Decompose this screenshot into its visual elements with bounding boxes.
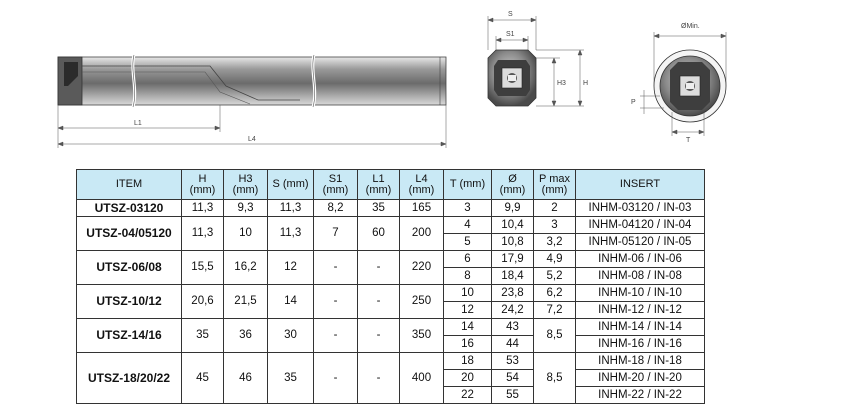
table-row [77, 353, 705, 370]
col-header-line1: S (mm) [272, 178, 309, 190]
t-cell: 22 [444, 387, 492, 404]
p-max-cell: 3,2 [534, 234, 576, 251]
table-row [77, 217, 705, 234]
insert-cell: INHM-22 / IN-22 [576, 387, 705, 404]
t-cell: 18 [444, 353, 492, 370]
col-header-line1: T (mm) [449, 178, 486, 190]
col-header-line1: L4 [415, 172, 428, 185]
col-header-p-max [534, 170, 576, 200]
s-cell: 12 [268, 251, 314, 285]
insert-cell: INHM-18 / IN-18 [576, 353, 705, 370]
diameter-cell: 10,4 [492, 217, 534, 234]
bore-view [654, 50, 726, 122]
insert-cell: INHM-14 / IN-14 [576, 319, 705, 336]
dim-h3-label: H3 [557, 80, 566, 87]
h-cell: 45 [182, 353, 224, 404]
t-cell: 6 [444, 251, 492, 268]
t-cell: 16 [444, 336, 492, 353]
h-cell: 20,6 [182, 285, 224, 319]
spec-table [76, 169, 705, 404]
p-max-cell: 2 [534, 200, 576, 217]
technical-drawing [0, 0, 850, 160]
diameter-cell: 10,8 [492, 234, 534, 251]
diameter-cell: 54 [492, 370, 534, 387]
insert-cell: INHM-04120 / IN-04 [576, 217, 705, 234]
dim-l1-label: L1 [134, 120, 142, 127]
table-row [77, 285, 705, 302]
s-cell: 11,3 [268, 200, 314, 217]
h3-cell: 21,5 [224, 285, 268, 319]
l4-cell: 250 [400, 285, 444, 319]
col-header-line2: (mm) [365, 183, 392, 196]
dim-l4-label: L4 [248, 136, 256, 143]
h-cell: 11,3 [182, 217, 224, 251]
p-max-cell: 7,2 [534, 302, 576, 319]
item-cell: UTSZ-03120 [77, 200, 182, 217]
h-cell: 15,5 [182, 251, 224, 285]
s1-cell: - [314, 319, 358, 353]
h-cell: 11,3 [182, 200, 224, 217]
side-view-bar [58, 55, 446, 107]
col-header-line1: ITEM [115, 178, 143, 190]
s-cell: 14 [268, 285, 314, 319]
col-header-item [77, 170, 182, 200]
p-max-cell: 6,2 [534, 285, 576, 302]
diameter-cell: 55 [492, 387, 534, 404]
s-cell: 30 [268, 319, 314, 353]
col-header-t [444, 170, 492, 200]
dim-p-label: P [631, 99, 636, 106]
col-header-line2: (mm) [189, 183, 216, 196]
item-cell: UTSZ-06/08 [77, 251, 182, 285]
l4-cell: 200 [400, 217, 444, 251]
s-cell: 35 [268, 353, 314, 404]
t-cell: 8 [444, 268, 492, 285]
diameter-cell: 53 [492, 353, 534, 370]
l1-cell: 60 [358, 217, 400, 251]
insert-cell: INHM-20 / IN-20 [576, 370, 705, 387]
col-header-line1: P max [539, 172, 570, 185]
l1-cell: - [358, 251, 400, 285]
l1-cell: - [358, 319, 400, 353]
item-cell: UTSZ-14/16 [77, 319, 182, 353]
diameter-cell: 18,4 [492, 268, 534, 285]
insert-cell: INHM-12 / IN-12 [576, 302, 705, 319]
col-header-h3 [224, 170, 268, 200]
col-header-line1: L1 [372, 172, 385, 185]
p-max-cell: 4,9 [534, 251, 576, 268]
s1-cell: 8,2 [314, 200, 358, 217]
insert-cell: INHM-16 / IN-16 [576, 336, 705, 353]
col-header-insert [576, 170, 705, 200]
l1-cell: - [358, 285, 400, 319]
dim-s-label: S [508, 11, 513, 18]
table-body [77, 200, 705, 404]
h3-cell: 16,2 [224, 251, 268, 285]
dim-diameter-min-label: ØMin. [681, 23, 700, 30]
col-header-s1 [314, 170, 358, 200]
s1-cell: 7 [314, 217, 358, 251]
col-header-diameter [492, 170, 534, 200]
p-max-cell: 8,5 [534, 319, 576, 353]
col-header-line2: (mm) [499, 183, 526, 196]
item-cell: UTSZ-18/20/22 [77, 353, 182, 404]
p-max-cell: 3 [534, 217, 576, 234]
dim-h-label: H [583, 80, 589, 87]
col-header-l4 [400, 170, 444, 200]
table-row [77, 200, 705, 217]
h3-cell: 9,3 [224, 200, 268, 217]
insert-cell: INHM-05120 / IN-05 [576, 234, 705, 251]
t-cell: 5 [444, 234, 492, 251]
col-header-line1: INSERT [619, 178, 661, 190]
col-header-line1: H3 [238, 172, 253, 185]
l4-cell: 220 [400, 251, 444, 285]
header-row [77, 170, 705, 200]
col-header-line2: (mm) [541, 183, 568, 196]
t-cell: 12 [444, 302, 492, 319]
dim-s1-label: S1 [506, 31, 515, 38]
col-header-line2: (mm) [408, 183, 435, 196]
p-max-cell: 5,2 [534, 268, 576, 285]
l4-cell: 350 [400, 319, 444, 353]
h3-cell: 10 [224, 217, 268, 251]
diameter-cell: 44 [492, 336, 534, 353]
t-cell: 4 [444, 217, 492, 234]
insert-cell: INHM-10 / IN-10 [576, 285, 705, 302]
insert-cell: INHM-03120 / IN-03 [576, 200, 705, 217]
front-view [488, 50, 536, 106]
diameter-cell: 17,9 [492, 251, 534, 268]
diameter-cell: 43 [492, 319, 534, 336]
col-header-line1: Ø [508, 172, 517, 185]
l1-cell: 35 [358, 200, 400, 217]
h3-cell: 36 [224, 319, 268, 353]
diameter-cell: 23,8 [492, 285, 534, 302]
table-row [77, 319, 705, 336]
l4-cell: 400 [400, 353, 444, 404]
table-row [77, 251, 705, 268]
col-header-s [268, 170, 314, 200]
h-cell: 35 [182, 319, 224, 353]
t-cell: 10 [444, 285, 492, 302]
col-header-line2: (mm) [322, 183, 349, 196]
s1-cell: - [314, 353, 358, 404]
l4-cell: 165 [400, 200, 444, 217]
t-cell: 14 [444, 319, 492, 336]
h3-cell: 46 [224, 353, 268, 404]
insert-cell: INHM-06 / IN-06 [576, 251, 705, 268]
col-header-line1: S1 [328, 172, 343, 185]
p-max-cell: 8,5 [534, 353, 576, 404]
col-header-line1: H [198, 172, 207, 185]
item-cell: UTSZ-10/12 [77, 285, 182, 319]
col-header-h [182, 170, 224, 200]
insert-cell: INHM-08 / IN-08 [576, 268, 705, 285]
diameter-cell: 24,2 [492, 302, 534, 319]
col-header-l1 [358, 170, 400, 200]
t-cell: 3 [444, 200, 492, 217]
s1-cell: - [314, 251, 358, 285]
s-cell: 11,3 [268, 217, 314, 251]
l1-cell: - [358, 353, 400, 404]
diameter-cell: 9,9 [492, 200, 534, 217]
col-header-line2: (mm) [232, 183, 259, 196]
item-cell: UTSZ-04/05120 [77, 217, 182, 251]
s1-cell: - [314, 285, 358, 319]
t-cell: 20 [444, 370, 492, 387]
dim-t-label: T [686, 137, 691, 144]
